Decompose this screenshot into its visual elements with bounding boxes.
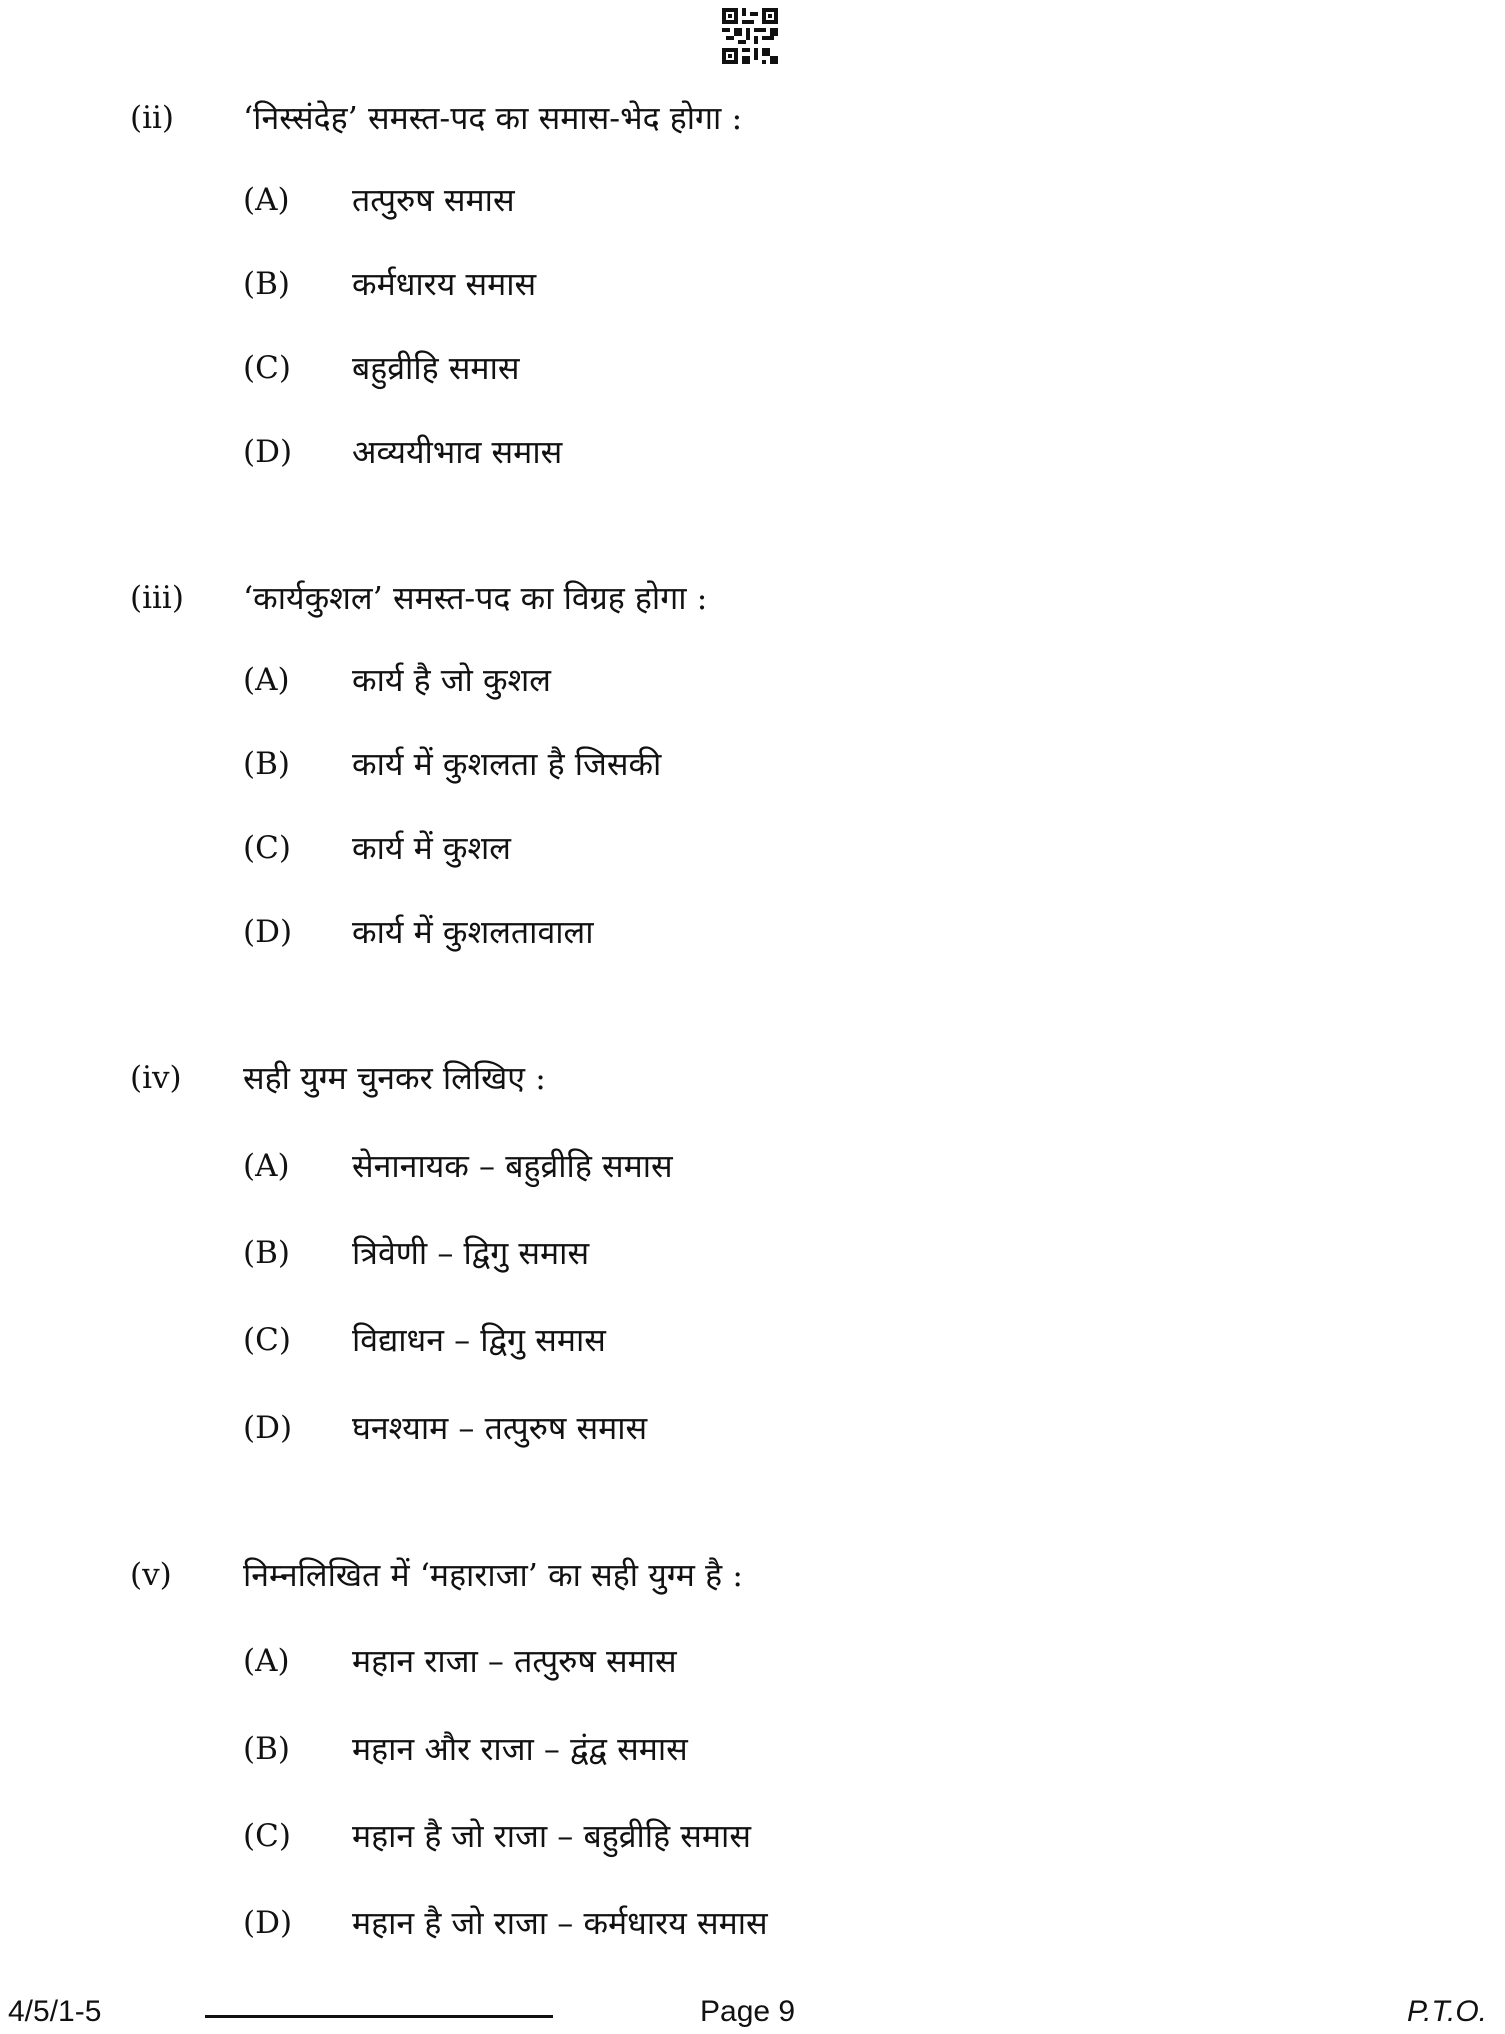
option-text: महान और राजा – द्वंद्व समास <box>352 1730 688 1768</box>
option-v-d <box>0 1903 1505 1947</box>
option-ii-b <box>0 264 1505 308</box>
footer-rule <box>205 2015 553 2018</box>
option-iv-c <box>0 1320 1505 1364</box>
option-text: महान है जो राजा – कर्मधारय समास <box>352 1904 768 1942</box>
option-label: (D) <box>243 1905 293 1941</box>
please-turn-over: P.T.O. <box>1406 1995 1487 2028</box>
option-iv-d <box>0 1408 1505 1452</box>
option-iii-a <box>0 660 1505 704</box>
question-text: सही युग्म चुनकर लिखिए : <box>243 1059 546 1097</box>
option-text: महान राजा – तत्पुरुष समास <box>352 1642 677 1680</box>
option-label: (A) <box>243 182 290 218</box>
option-iii-b <box>0 744 1505 788</box>
option-text: घनश्याम – तत्पुरुष समास <box>352 1409 648 1447</box>
page-footer <box>0 1995 1505 2031</box>
option-ii-d <box>0 432 1505 476</box>
question-number: (iv) <box>130 1060 182 1096</box>
option-label: (A) <box>243 662 290 698</box>
option-v-c <box>0 1816 1505 1860</box>
option-text: तत्पुरुष समास <box>352 181 515 219</box>
option-label: (C) <box>243 830 291 866</box>
option-label: (D) <box>243 434 293 470</box>
paper-code: 4/5/1-5 <box>8 1995 102 2028</box>
option-text: बहुव्रीहि समास <box>352 349 520 387</box>
option-label: (D) <box>243 1410 293 1446</box>
option-text: कर्मधारय समास <box>352 265 537 303</box>
option-label: (B) <box>243 1235 290 1271</box>
option-label: (A) <box>243 1148 290 1184</box>
option-label: (B) <box>243 266 290 302</box>
question-number: (iii) <box>130 580 184 616</box>
option-text: कार्य में कुशल <box>352 829 511 867</box>
option-label: (C) <box>243 1818 291 1854</box>
option-iv-a <box>0 1146 1505 1190</box>
option-text: कार्य में कुशलता है जिसकी <box>352 745 662 783</box>
option-text: कार्य है जो कुशल <box>352 661 551 699</box>
option-label: (B) <box>243 1731 290 1767</box>
option-text: महान है जो राजा – बहुव्रीहि समास <box>352 1817 751 1855</box>
option-label: (C) <box>243 350 291 386</box>
page-number: Page 9 <box>700 1995 796 2028</box>
option-iii-d <box>0 912 1505 956</box>
question-number: (ii) <box>130 100 175 136</box>
option-text: त्रिवेणी – द्विगु समास <box>352 1234 590 1272</box>
option-text: विद्याधन – द्विगु समास <box>352 1321 606 1359</box>
question-text: ‘निस्संदेह’ समस्त-पद का समास-भेद होगा : <box>243 99 743 137</box>
option-v-a <box>0 1641 1505 1685</box>
question-text: निम्नलिखित में ‘महाराजा’ का सही युग्म है : <box>243 1556 744 1594</box>
option-text: सेनानायक – बहुव्रीहि समास <box>352 1147 673 1185</box>
option-text: कार्य में कुशलतावाला <box>352 913 594 951</box>
option-iii-c <box>0 828 1505 872</box>
option-ii-a <box>0 180 1505 224</box>
option-iv-b <box>0 1233 1505 1277</box>
option-ii-c <box>0 348 1505 392</box>
question-number: (v) <box>130 1557 172 1593</box>
option-label: (B) <box>243 746 290 782</box>
option-label: (D) <box>243 914 293 950</box>
option-text: अव्ययीभाव समास <box>352 433 563 471</box>
question-text: ‘कार्यकुशल’ समस्त-पद का विग्रह होगा : <box>243 579 708 617</box>
option-label: (A) <box>243 1643 290 1679</box>
qr-code <box>722 8 778 64</box>
option-label: (C) <box>243 1322 291 1358</box>
option-v-b <box>0 1729 1505 1773</box>
